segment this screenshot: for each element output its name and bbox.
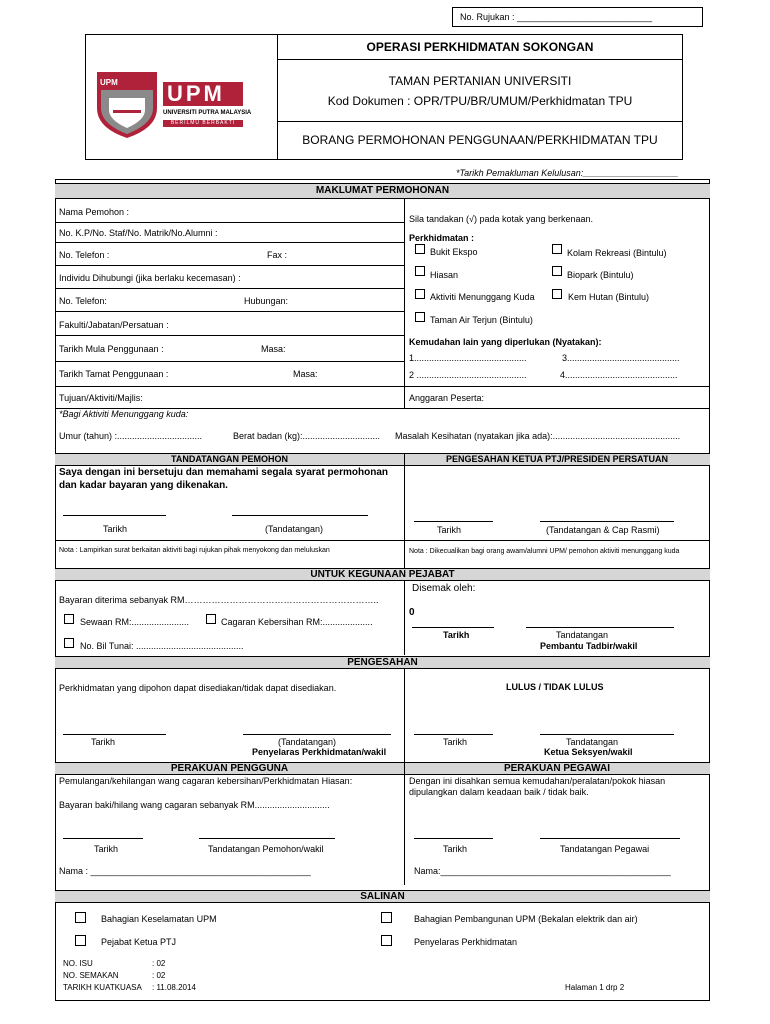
checkbox-instruction: Sila tandakan (√) pada kotak yang berkenaan.	[409, 214, 594, 224]
ketua-seksyen-role: Ketua Seksyen/wakil	[544, 747, 633, 757]
service-taman-air-terjun: Taman Air Terjun (Bintulu)	[430, 315, 533, 325]
pengguna-tandatangan: Tandatangan Pemohon/wakil	[208, 844, 324, 854]
section-perakuan-pengguna: PERAKUAN PENGGUNA	[55, 762, 404, 775]
pemohon-nota: Nota : Lampirkan surat berkaitan aktiviti bagi rujukan pihak menyokong dan meluluskan	[59, 547, 330, 554]
hubungan-field[interactable]: Hubungan:	[244, 296, 289, 306]
footer-tarikh-label: TARIKH KUATKUASA	[63, 983, 142, 992]
footer-isu-value: : 02	[152, 959, 166, 968]
checkbox-pejabat-ptj[interactable]	[75, 935, 86, 946]
section-perakuan-pegawai: PERAKUAN PEGAWAI	[404, 762, 710, 775]
penyelaras-tarikh: Tarikh	[91, 737, 116, 747]
ptj-tarikh: Tarikh	[437, 525, 462, 535]
tarikh-mula-field[interactable]: Tarikh Mula Penggunaan :	[59, 344, 164, 354]
section-pengesahan: PENGESAHAN	[55, 656, 710, 669]
form-title: BORANG PERMOHONAN PENGGUNAAN/PERKHIDMATAN TPU	[302, 133, 658, 147]
pengesahan-text: Perkhidmatan yang dipohon dapat disediakan/tidak dapat disediakan.	[59, 683, 337, 693]
checkbox-biopark[interactable]	[552, 266, 562, 276]
service-menunggang-kuda: Aktiviti Menunggang Kuda	[430, 292, 535, 302]
service-biopark: Biopark (Bintulu)	[567, 270, 634, 280]
logo-motto: BERILMU BERBAKTI	[163, 120, 243, 127]
disemak-value: 0	[409, 607, 415, 618]
ketua-seksyen-tarikh: Tarikh	[443, 737, 468, 747]
disemak-oleh-label: Disemak oleh:	[412, 583, 476, 594]
kemudahan-3[interactable]: 3.............................................	[562, 353, 680, 363]
page-number: Halaman 1 drp 2	[565, 983, 625, 992]
checkbox-bil-tunai[interactable]	[64, 638, 74, 648]
pengguna-tarikh: Tarikh	[94, 844, 119, 854]
fax-field[interactable]: Fax :	[267, 250, 288, 260]
salinan-penyelaras: Penyelaras Perkhidmatan	[414, 937, 518, 947]
checkbox-menunggang-kuda[interactable]	[415, 289, 425, 299]
kemudahan-1[interactable]: 1.............................................	[409, 353, 527, 363]
umur-field[interactable]: Umur (tahun) :..................................	[59, 431, 203, 441]
nama-pemohon-field[interactable]: Nama Pemohon :	[59, 207, 130, 217]
perkhidmatan-label: Perkhidmatan :	[409, 233, 475, 243]
department-title: OPERASI PERKHIDMATAN SOKONGAN	[366, 40, 594, 54]
document-code: Kod Dokumen : OPR/TPU/BR/UMUM/Perkhidmatan TPU	[327, 94, 633, 108]
salinan-keselamatan: Bahagian Keselamatan UPM	[101, 914, 217, 924]
service-kolam-rekreasi: Kolam Rekreasi (Bintulu)	[567, 248, 667, 258]
kemudahan-2[interactable]: 2 ............................................	[409, 370, 527, 380]
fakulti-field[interactable]: Fakulti/Jabatan/Persatuan :	[59, 320, 169, 330]
service-bukit-ekspo: Bukit Ekspo	[430, 247, 478, 257]
telefon-field[interactable]: No. Telefon :	[59, 250, 110, 260]
kp-field[interactable]: No. K.P/No. Staf/No. Matrik/No.Alumni :	[59, 228, 218, 238]
checkbox-kem-hutan[interactable]	[552, 289, 562, 299]
penyelaras-role: Penyelaras Perkhidmatan/wakil	[252, 747, 387, 757]
pegawai-nama-field[interactable]: Nama:______________________________________________	[414, 866, 671, 876]
checkbox-penyelaras[interactable]	[381, 935, 392, 946]
checkbox-pembangunan[interactable]	[381, 912, 392, 923]
kuda-note: *Bagi Aktiviti Menunggang kuda:	[59, 409, 189, 419]
checkbox-sewaan[interactable]	[64, 614, 74, 624]
lulus-option[interactable]: LULUS / TIDAK LULUS	[506, 682, 604, 692]
footer-semakan-label: NO. SEMAKAN	[63, 971, 119, 980]
pegawai-tarikh: Tarikh	[443, 844, 468, 854]
ptj-nota: Nota : Dikecualikan bagi orang awam/alumni UPM/ pemohon aktiviti menunggang kuda	[409, 548, 680, 555]
pegawai-text: Dengan ini disahkan semua kemudahan/peralatan/pokok hiasan dipulangkan dalam keadaan baik / tidak baik.	[409, 776, 666, 797]
pemohon-tandatangan: (Tandatangan)	[265, 524, 324, 534]
section-maklumat-permohonan: MAKLUMAT PERMOHONAN	[55, 183, 710, 199]
section-tandatangan-pemohon: TANDATANGAN PEMOHON	[55, 453, 404, 466]
penyelaras-tandatangan: (Tandatangan)	[278, 737, 337, 747]
checkbox-hiasan[interactable]	[415, 266, 425, 276]
footer-semakan-value: : 02	[152, 971, 166, 980]
checkbox-bukit-ekspo[interactable]	[415, 244, 425, 254]
service-kem-hutan: Kem Hutan (Bintulu)	[568, 292, 650, 302]
cagaran-field[interactable]: Cagaran Kebersihan RM:....................	[221, 617, 373, 627]
service-hiasan: Hiasan	[430, 270, 459, 280]
pejabat-role: Pembantu Tadbir/wakil	[540, 641, 638, 651]
masa-tamat-field[interactable]: Masa:	[293, 369, 318, 379]
section-kegunaan-pejabat: UNTUK KEGUNAAN PEJABAT	[55, 568, 710, 581]
kemudahan-label: Kemudahan lain yang diperlukan (Nyatakan):	[409, 337, 602, 347]
tarikh-tamat-field[interactable]: Tarikh Tamat Penggunaan :	[59, 369, 169, 379]
pejabat-tandatangan: Tandatangan	[556, 630, 609, 640]
pemulangan-text: Pemulangan/kehilangan wang cagaran kebersihan/Perkhidmatan Hiasan:	[59, 776, 353, 786]
organization-name: TAMAN PERTANIAN UNIVERSITI	[388, 74, 572, 88]
checkbox-cagaran[interactable]	[206, 614, 216, 624]
individu-dihubungi-field[interactable]: Individu Dihubungi (jika berlaku kecemasan) :	[59, 273, 241, 283]
sewaan-field[interactable]: Sewaan RM:.......................	[80, 617, 190, 627]
logo-university-name: UNIVERSITI PUTRA MALAYSIA	[163, 110, 252, 116]
bil-tunai-field[interactable]: No. Bil Tunai: ...........................................	[80, 641, 244, 651]
anggaran-peserta-field[interactable]: Anggaran Peserta:	[409, 393, 485, 403]
pejabat-tarikh: Tarikh	[443, 630, 470, 640]
salinan-pembangunan: Bahagian Pembangunan UPM (Bekalan elektrik dan air)	[414, 914, 638, 924]
checkbox-keselamatan[interactable]	[75, 912, 86, 923]
pegawai-tandatangan: Tandatangan Pegawai	[560, 844, 650, 854]
checkbox-kolam-rekreasi[interactable]	[552, 244, 562, 254]
bayaran-baki-field[interactable]: Bayaran baki/hilang wang cagaran sebanyak RM..............................	[59, 800, 330, 810]
bayaran-diterima-field[interactable]: Bayaran diterima sebanyak RM………………………………………………………..	[59, 595, 379, 605]
agreement-statement: Saya dengan ini bersetuju dan memahami segala syarat permohonan dan kadar bayaran yang dikenakan.	[59, 467, 388, 491]
telefon-kecemasan-field[interactable]: No. Telefon:	[59, 296, 107, 306]
kemudahan-4[interactable]: 4.............................................	[560, 370, 678, 380]
salinan-pejabat-ptj: Pejabat Ketua PTJ	[101, 937, 177, 947]
pemohon-tarikh: Tarikh	[103, 524, 128, 534]
section-pengesahan-ptj: PENGESAHAN KETUA PTJ/PRESIDEN PERSATUAN	[404, 453, 710, 466]
tujuan-field[interactable]: Tujuan/Aktiviti/Majlis:	[59, 393, 143, 403]
approval-date-note[interactable]: *Tarikh Pemakluman Kelulusan:___________________	[456, 168, 679, 178]
section-salinan: SALINAN	[55, 890, 710, 903]
checkbox-taman-air-terjun[interactable]	[415, 312, 425, 322]
logo-upm-small: UPM	[100, 78, 118, 87]
ptj-tandatangan: (Tandatangan & Cap Rasmi)	[546, 525, 660, 535]
footer-tarikh-value: : 11.08.2014	[152, 983, 196, 992]
reference-number-field[interactable]: No. Rujukan : ___________________________	[460, 12, 653, 22]
masalah-kesihatan-field[interactable]: Masalah Kesihatan (nyatakan jika ada):...................................................	[395, 431, 681, 441]
berat-badan-field[interactable]: Berat badan (kg):...............................	[233, 431, 381, 441]
masa-mula-field[interactable]: Masa:	[261, 344, 286, 354]
pengguna-nama-field[interactable]: Nama : ____________________________________________	[59, 866, 311, 876]
upm-logo	[95, 70, 252, 140]
logo-upm-large: UPM	[167, 81, 225, 106]
footer-isu-label: NO. ISU	[63, 959, 93, 968]
ketua-seksyen-tandatangan: Tandatangan	[566, 737, 619, 747]
